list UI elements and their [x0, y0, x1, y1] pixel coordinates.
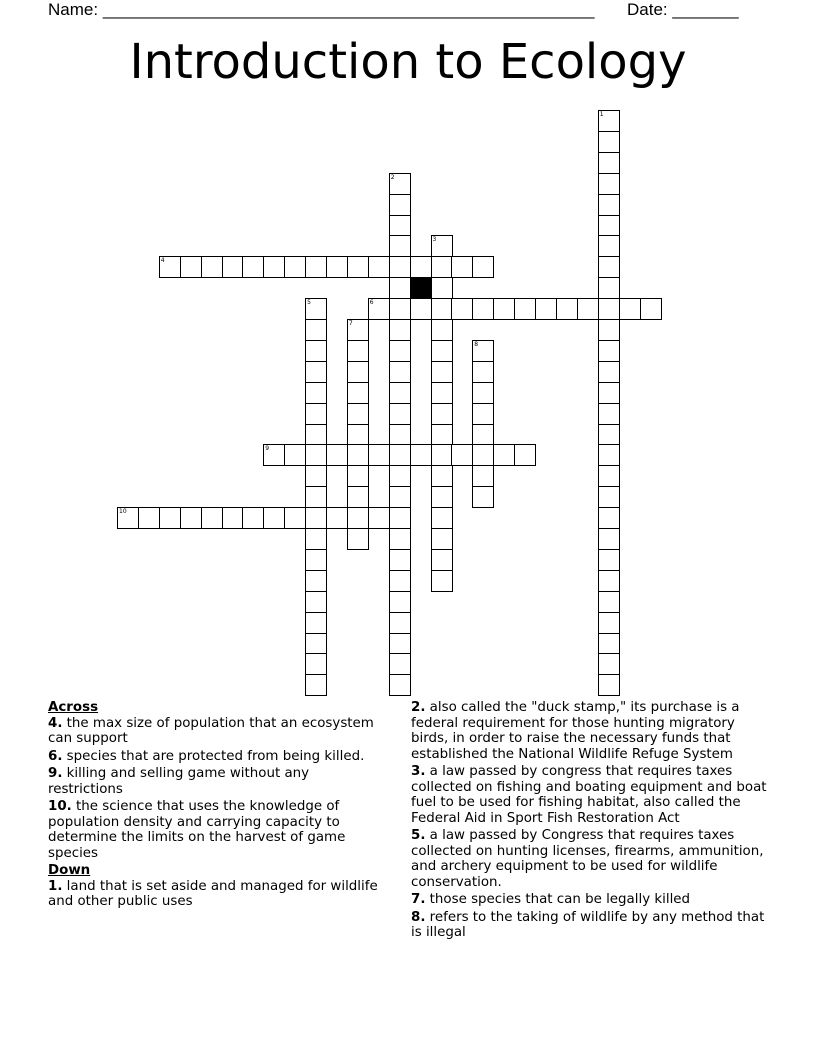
crossword-cell[interactable] [389, 340, 411, 362]
crossword-cell[interactable] [305, 340, 327, 362]
crossword-cell[interactable] [598, 382, 620, 404]
crossword-cell[interactable] [472, 403, 494, 425]
crossword-cell[interactable] [326, 256, 348, 278]
crossword-cell[interactable] [410, 444, 432, 466]
crossword-cell[interactable] [389, 444, 411, 466]
crossword-cell[interactable] [598, 110, 620, 132]
crossword-cell[interactable] [305, 403, 327, 425]
crossword-cell[interactable] [598, 277, 620, 299]
crossword-cell[interactable] [598, 319, 620, 341]
crossword-cell[interactable] [598, 194, 620, 216]
crossword-cell[interactable] [222, 507, 244, 529]
crossword-cell[interactable] [451, 256, 473, 278]
crossword-cell[interactable] [305, 633, 327, 655]
crossword-cell[interactable] [347, 403, 369, 425]
crossword-cell[interactable] [598, 131, 620, 153]
crossword-cell[interactable] [431, 486, 453, 508]
crossword-cell[interactable] [431, 465, 453, 487]
crossword-cell[interactable] [180, 507, 202, 529]
crossword-cell[interactable] [389, 215, 411, 237]
crossword-cell[interactable] [472, 256, 494, 278]
crossword-cell[interactable] [347, 382, 369, 404]
crossword-cell[interactable] [389, 298, 411, 320]
crossword-cell[interactable] [598, 256, 620, 278]
crossword-cell[interactable] [431, 235, 453, 257]
crossword-cell[interactable] [159, 256, 181, 278]
date-blank[interactable]: _______ [672, 0, 739, 19]
crossword-cell[interactable] [389, 361, 411, 383]
crossword-cell[interactable] [305, 486, 327, 508]
crossword-cell[interactable] [389, 633, 411, 655]
crossword-cell[interactable] [598, 653, 620, 675]
date-label: Date: [627, 0, 668, 19]
cell-number: 6 [369, 299, 374, 307]
crossword-cell[interactable] [431, 298, 453, 320]
crossword-cell[interactable] [598, 298, 620, 320]
crossword-cell[interactable] [368, 444, 390, 466]
cell-number: 8 [474, 340, 479, 348]
clue-down-7: 7. those species that can be legally killed [411, 892, 691, 907]
crossword-cell[interactable] [389, 549, 411, 571]
crossword-cell[interactable] [305, 591, 327, 613]
cell-number: 10 [119, 508, 127, 516]
crossword-cell[interactable] [389, 591, 411, 613]
crossword-cell[interactable] [472, 298, 494, 320]
crossword-cell[interactable] [598, 674, 620, 696]
clue-down-1: 1. land that is set aside and managed for wildlife and other public uses [48, 878, 378, 909]
clue-across-6: 6. species that are protected from being killed. [48, 748, 365, 764]
crossword-cell[interactable] [347, 507, 369, 529]
crossword-cell[interactable] [305, 424, 327, 446]
crossword-cell[interactable] [347, 361, 369, 383]
crossword-cell[interactable] [598, 591, 620, 613]
crossword-cell[interactable] [598, 152, 620, 174]
crossword-cell[interactable] [389, 256, 411, 278]
cell-number: 2 [390, 173, 395, 181]
crossword-cell[interactable] [389, 570, 411, 592]
clue-across-10: 10. the science that uses the knowledge of population density and carrying capacity to determine the limits on the harvest of game species [48, 799, 346, 861]
crossword-cell[interactable] [598, 215, 620, 237]
crossword-cell[interactable] [138, 507, 160, 529]
crossword-cell[interactable] [431, 507, 453, 529]
crossword-cell[interactable] [180, 256, 202, 278]
crossword-cell[interactable] [619, 298, 641, 320]
cell-number: 4 [160, 257, 165, 265]
crossword-cell[interactable] [117, 507, 139, 529]
crossword-cell[interactable] [347, 256, 369, 278]
crossword-cell[interactable] [347, 528, 369, 550]
crossword-cell[interactable] [368, 298, 390, 320]
crossword-cell[interactable] [493, 444, 515, 466]
crossword-cell[interactable] [431, 444, 453, 466]
crossword-cell[interactable] [305, 444, 327, 466]
crossword-cell[interactable] [598, 486, 620, 508]
crossword-cell[interactable] [431, 319, 453, 341]
cell-number: 9 [265, 445, 270, 453]
crossword-cell[interactable] [368, 256, 390, 278]
crossword-cell[interactable] [598, 235, 620, 257]
crossword-cell[interactable] [472, 382, 494, 404]
clue-down-3: 3. a law passed by congress that requires taxes collected on fishing and boating equipment and boat fuel to be used for fishing habitat, also called the Federal Aid in Sport Fish Restoration Act [411, 764, 767, 826]
cell-number: 5 [307, 299, 311, 307]
crossword-cell[interactable] [305, 319, 327, 341]
crossword-cell[interactable] [305, 549, 327, 571]
crossword-cell[interactable] [410, 298, 432, 320]
name-blank[interactable]: ____________________________________________________ [102, 0, 595, 19]
crossword-cell[interactable] [263, 256, 285, 278]
crossword-cell[interactable] [389, 507, 411, 529]
cell-number: 3 [432, 236, 437, 244]
crossword-cell[interactable] [326, 444, 348, 466]
crossword-cell[interactable] [535, 298, 557, 320]
crossword-cell[interactable] [577, 298, 599, 320]
crossword-cell[interactable] [305, 570, 327, 592]
crossword-cell[interactable] [431, 570, 453, 592]
crossword-cell[interactable] [347, 486, 369, 508]
crossword-cell[interactable] [472, 340, 494, 362]
crossword-cell[interactable] [389, 173, 411, 195]
clues-right-column [411, 700, 773, 943]
crossword-cell[interactable] [305, 256, 327, 278]
crossword-cell[interactable] [389, 194, 411, 216]
crossword-cell[interactable] [305, 612, 327, 634]
crossword-cell[interactable] [389, 382, 411, 404]
crossword-cell[interactable] [305, 507, 327, 529]
crossword-cell[interactable] [598, 612, 620, 634]
crossword-cell[interactable] [242, 256, 264, 278]
crossword-cell[interactable] [347, 424, 369, 446]
crossword-cell[interactable] [305, 361, 327, 383]
crossword-cell[interactable] [389, 612, 411, 634]
clue-down-8: 8. refers to the taking of wildlife by any method that is illegal [411, 909, 765, 940]
crossword-cell[interactable] [389, 277, 411, 299]
crossword-cell[interactable] [431, 256, 453, 278]
black-square [410, 277, 432, 299]
cell-number: 1 [599, 111, 604, 118]
crossword-cell[interactable] [431, 403, 453, 425]
crossword-cell[interactable] [389, 403, 411, 425]
cell-number: 7 [348, 320, 353, 327]
crossword-cell[interactable] [598, 570, 620, 592]
crossword-cell[interactable] [598, 173, 620, 195]
crossword-cell[interactable] [598, 549, 620, 571]
page-title: Introduction to Ecology [129, 34, 687, 90]
crossword-cell[interactable] [305, 465, 327, 487]
crossword-cell[interactable] [389, 235, 411, 257]
crossword-cell[interactable] [472, 444, 494, 466]
crossword-cell[interactable] [389, 319, 411, 341]
crossword-cell[interactable] [347, 340, 369, 362]
across-heading: Across [48, 700, 99, 715]
crossword-cell[interactable] [368, 507, 390, 529]
crossword-cell[interactable] [598, 403, 620, 425]
crossword-cell[interactable] [347, 465, 369, 487]
crossword-cell[interactable] [305, 382, 327, 404]
crossword-cell[interactable] [431, 549, 453, 571]
crossword-cell[interactable] [472, 486, 494, 508]
crossword-cell[interactable] [263, 507, 285, 529]
crossword-cell[interactable] [410, 256, 432, 278]
crossword-cell[interactable] [451, 444, 473, 466]
crossword-cell[interactable] [326, 507, 348, 529]
clue-down-2: 2. also called the "duck stamp," its purchase is a federal requirement for those hunting migratory birds, in order to raise the necessary funds that established the National Wildlife Refuge System [411, 700, 740, 762]
crossword-cell[interactable] [598, 633, 620, 655]
crossword-cell[interactable] [598, 361, 620, 383]
crossword-cell[interactable] [514, 444, 536, 466]
crossword-cell[interactable] [493, 298, 515, 320]
crossword-cell[interactable] [222, 256, 244, 278]
crossword-cell[interactable] [305, 298, 327, 320]
crossword-cell[interactable] [389, 674, 411, 696]
down-heading: Down [48, 863, 91, 878]
crossword-cell[interactable] [389, 653, 411, 675]
crossword-cell[interactable] [389, 465, 411, 487]
clue-across-4: 4. the max size of population that an ecosystem can support [48, 715, 374, 746]
crossword-cell[interactable] [472, 465, 494, 487]
crossword-cell[interactable] [305, 653, 327, 675]
crossword-cell[interactable] [389, 486, 411, 508]
crossword-cell[interactable] [598, 444, 620, 466]
name-label: Name: [48, 0, 99, 19]
crossword-cell[interactable] [431, 424, 453, 446]
crossword-cell[interactable] [598, 465, 620, 487]
crossword-cell[interactable] [472, 424, 494, 446]
crossword-cell[interactable] [556, 298, 578, 320]
crossword-cell[interactable] [389, 424, 411, 446]
crossword-cell[interactable] [159, 507, 181, 529]
crossword-cell[interactable] [431, 340, 453, 362]
crossword-cell[interactable] [598, 528, 620, 550]
crossword-cell[interactable] [598, 507, 620, 529]
crossword-cell[interactable] [640, 298, 662, 320]
crossword-cell[interactable] [598, 424, 620, 446]
crossword-cell[interactable] [347, 444, 369, 466]
crossword-cell[interactable] [284, 256, 306, 278]
crossword-cell[interactable] [201, 256, 223, 278]
crossword-cell[interactable] [514, 298, 536, 320]
crossword-cell[interactable] [472, 361, 494, 383]
crossword-cell[interactable] [431, 277, 453, 299]
clue-down-5: 5. a law passed by Congress that requires taxes collected on hunting licenses, firearms, ammunition, and archery equipment to be used for wildlife conservation. [411, 828, 764, 890]
crossword-cell[interactable] [389, 528, 411, 550]
crossword-cell[interactable] [347, 319, 369, 341]
crossword-cell[interactable] [431, 361, 453, 383]
crossword-cell[interactable] [431, 382, 453, 404]
crossword-cell[interactable] [305, 674, 327, 696]
crossword-cell[interactable] [201, 507, 223, 529]
crossword-cell[interactable] [451, 298, 473, 320]
crossword-cell[interactable] [284, 507, 306, 529]
crossword-cell[interactable] [431, 528, 453, 550]
clue-across-9: 9. killing and selling game without any restrictions [48, 766, 310, 797]
crossword-cell[interactable] [242, 507, 264, 529]
clues-left-column [48, 700, 388, 912]
crossword-cell[interactable] [263, 444, 285, 466]
crossword-cell[interactable] [598, 340, 620, 362]
crossword-cell[interactable] [305, 528, 327, 550]
crossword-cell[interactable] [284, 444, 306, 466]
